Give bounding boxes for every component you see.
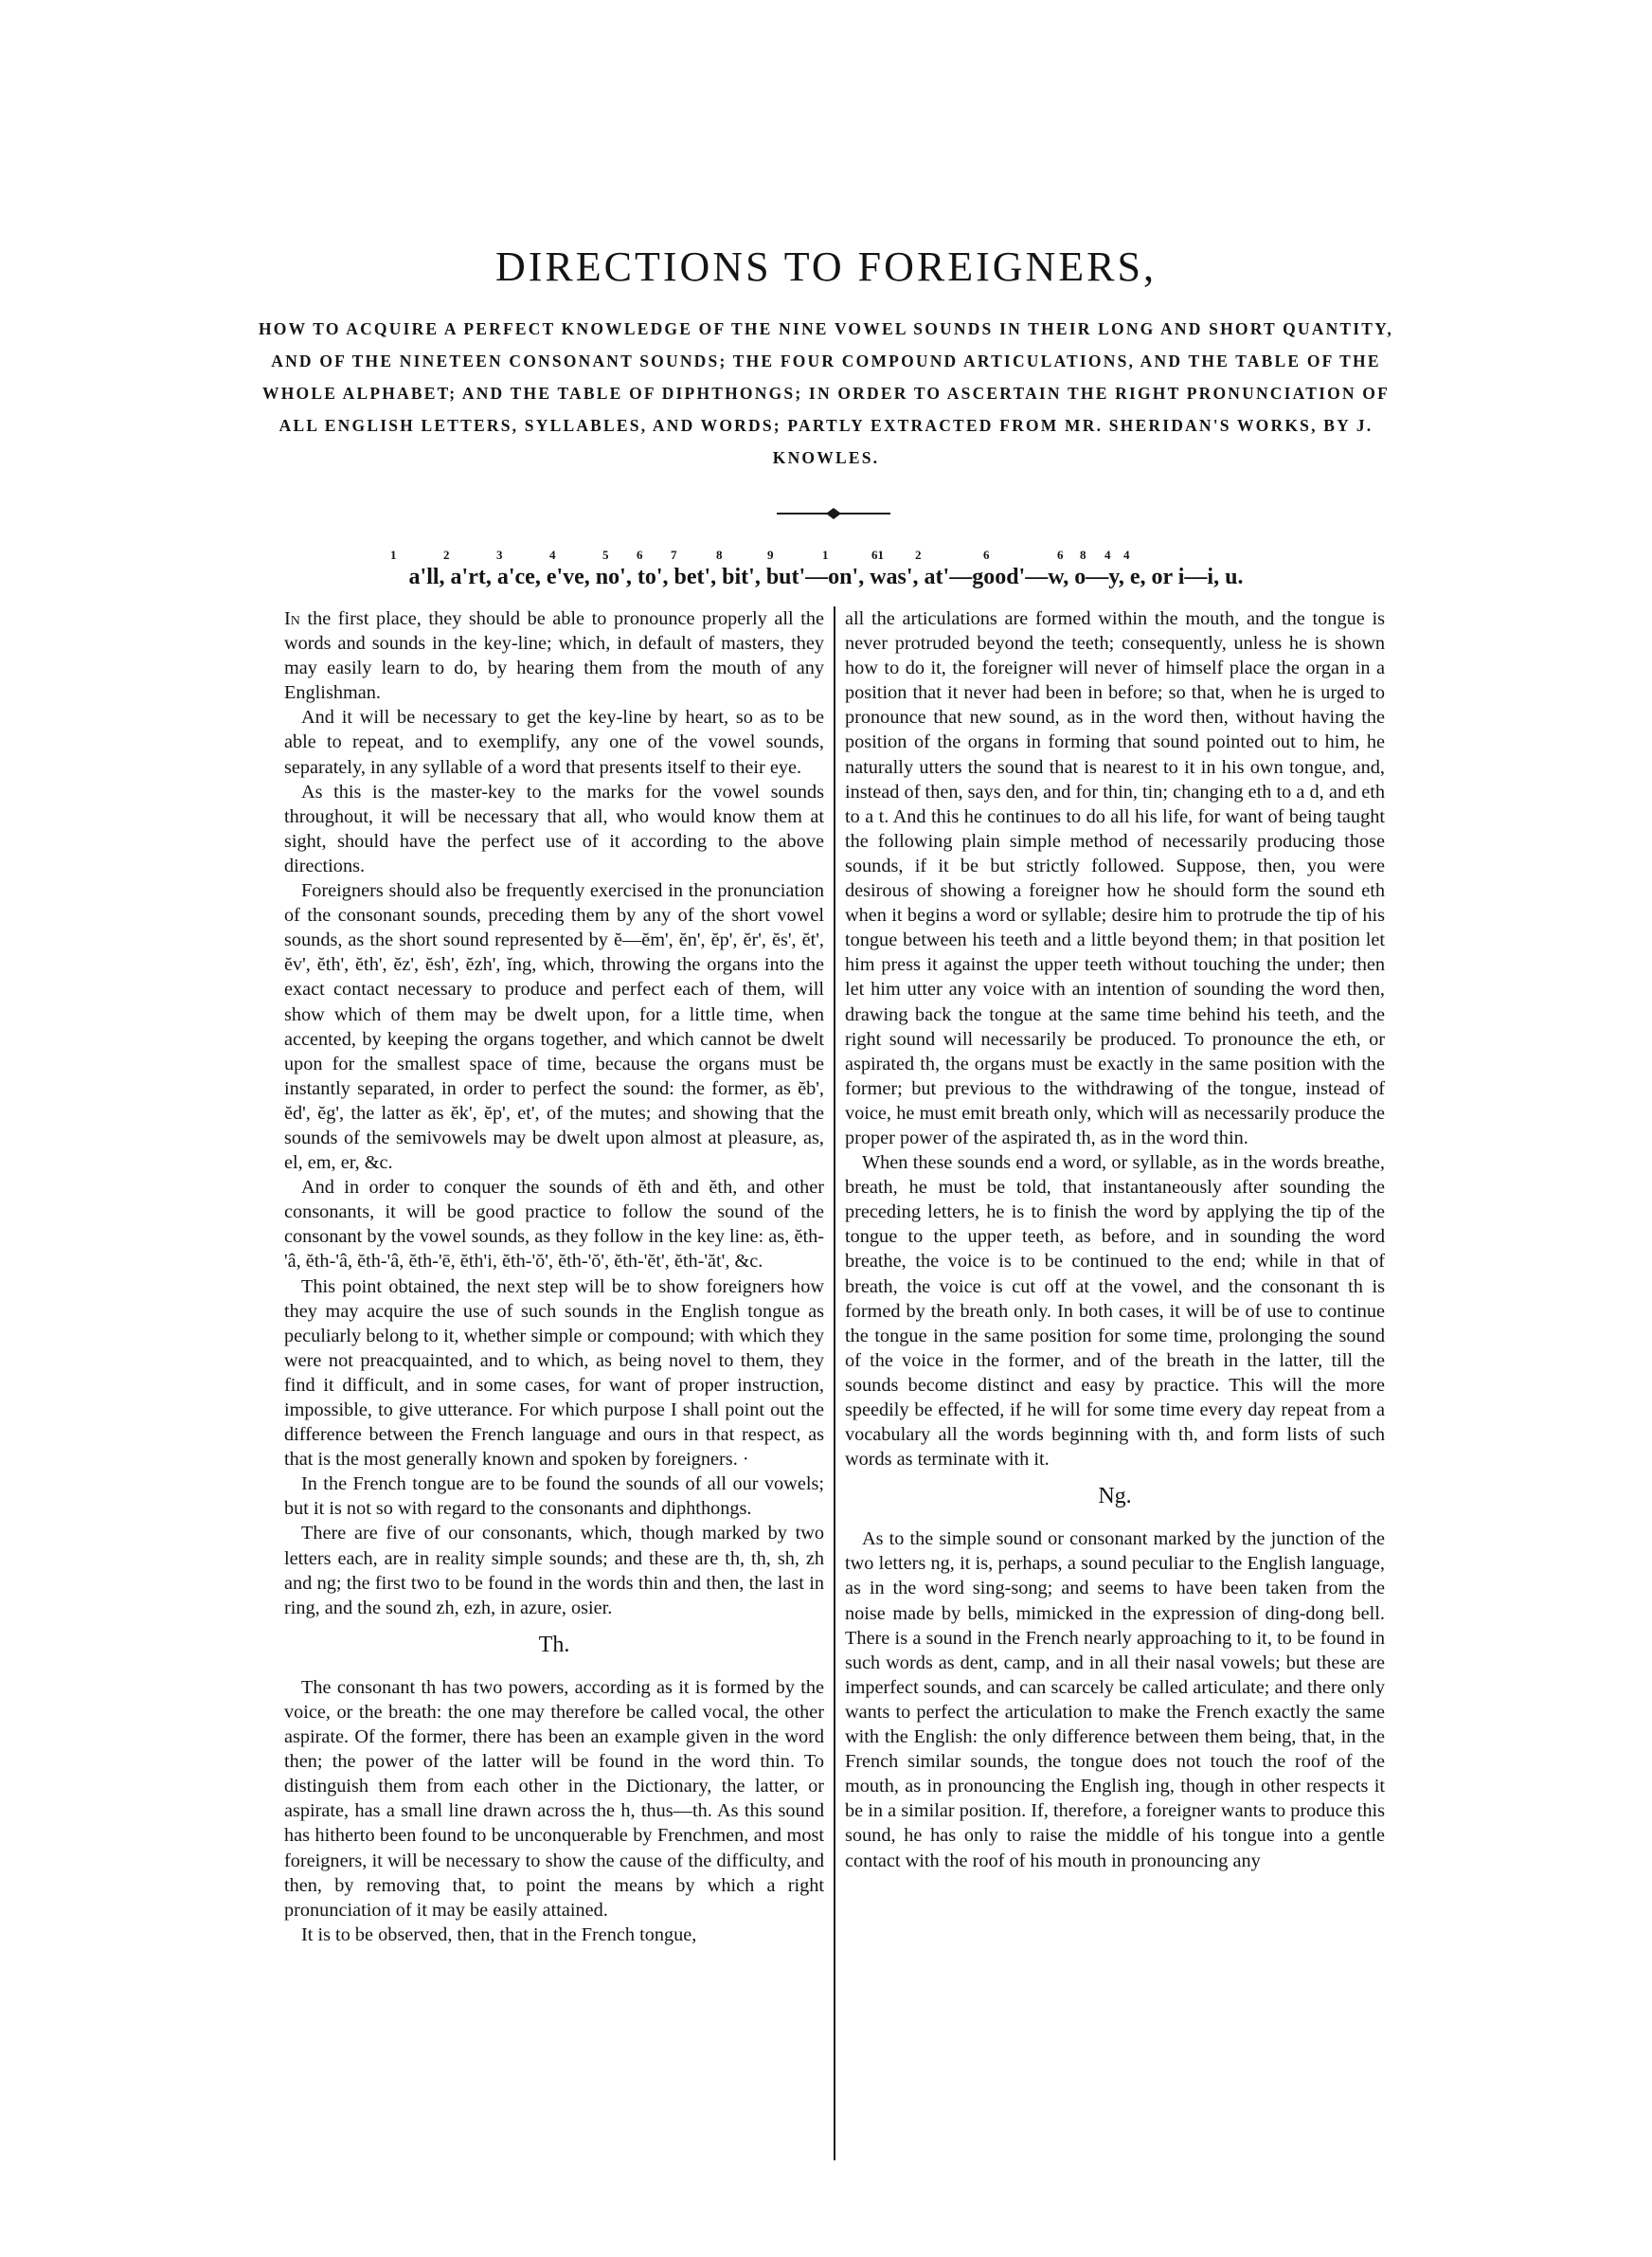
keyline-number: 4 xyxy=(1104,548,1111,562)
paragraph xyxy=(284,606,824,705)
paragraph: And it will be necessary to get the key-line by heart, so as to be able to repeat, and to exemplify, any one of the vowel sounds, separately, in any syllable of a word that presents itself to their eye. xyxy=(284,707,824,778)
paragraph: Foreigners should also be frequently exercised in the pronunciation of the consonant sounds, preceding them by any of the short vowel sounds, as the short sound represented by ĕ—ĕm', ĕn', ĕp', ĕr', ĕs', ĕt', ĕv', ĕth', ĕth', ĕz', ĕsh', ĕzh', ĭng, which, throwing the organs into the exact contact necessary to produce and perfect each of them, will show which of them may be dwelt upon, for a little time, when accented, by keeping the organs together, and which cannot be dwelt upon for the smallest space of time, because the organs must be instantly separated, in order to perfect the sound: the former, as ĕb', ĕd', ĕg', the latter as ĕk', ĕp', et', of the mutes; and showing that the sounds of the semivowels may be dwelt upon almost at pleasure, as, el, em, er, &c. xyxy=(284,880,824,1174)
keyline-number: 8 xyxy=(1080,548,1086,562)
column-divider xyxy=(834,606,835,2160)
keyline-number: 2 xyxy=(443,548,450,562)
keyline-number: 3 xyxy=(496,548,503,562)
keyline-numbers xyxy=(369,548,1260,567)
keyline-number: 6 xyxy=(637,548,643,562)
paragraph: all the articulations are formed within the mouth, and the tongue is never protruded beyond the teeth; consequently, unless he is shown how to do it, the foreigner will never of himself place the organ in a position that it never had been in before; so that, when he is urged to pronounce that new sound, as in the word then, without having the position of the organs in forming that sound pointed out to him, he naturally utters the sound that is nearest to it in his own tongue, and, instead of then, says den, and for thin, tin; changing eth to a d, and eth to a t. And this he continues to do all his life, for want of being taught the following plain simple method of necessarily producing those sounds, if it be but strictly followed. Suppose, then, you were desirous of showing a foreigner how he should form the sound eth when it begins a word or syllable; desire him to protrude the tip of his tongue between his teeth and a little beyond them; in that position let him press it against the upper teeth without touching the under; then let him utter any voice with an intention of sounding the word then, drawing back the tongue at the same time behind his teeth, and the right sound will necessarily be produced. To pronounce the eth, or aspirated th, the organs must be exactly in the same position with the former; but previous to the withdrawing of the tongue, instead of voice, he must emit breath only, which will as necessarily produce the proper power of the aspirated th, as in the word thin. xyxy=(845,608,1385,1148)
paragraph: This point obtained, the next step will be to show foreigners how they may acquire the use of such sounds in the English tongue as peculiarly belong to it, whether simple or compound; with which they were not preacquainted, and to which, as being novel to them, they find it difficult, and in some cases, for want of proper instruction, impossible, to give utterance. For which purpose I shall point out the difference between the French language and ours in that respect, as that is the most generally known and spoken by foreigners. · xyxy=(284,1275,824,1471)
ornament-divider xyxy=(777,506,890,521)
keyline-number: 5 xyxy=(602,548,609,562)
right-column xyxy=(845,606,1385,1873)
keyline-number: 61 xyxy=(871,548,884,562)
paragraph: In the French tongue are to be found the sounds of all our vowels; but it is not so with regard to the consonants and diphthongs. xyxy=(284,1473,824,1520)
keyline-number: 6 xyxy=(983,548,990,562)
initial-word: In xyxy=(284,608,300,629)
keyline-number: 7 xyxy=(671,548,677,562)
paragraph: As to the simple sound or consonant marked by the junction of the two letters ng, it is, perhaps, a sound peculiar to the English language, as in the word sing-song; and seems to have been taken from the noise made by bells, mimicked in the expression of ding-dong bell. There is a sound in the French nearly approaching to it, to be found in such words as dent, camp, and in all their nasal vowels; but these are imperfect sounds, and can scarcely be called articulate; and there only wants to perfect the articulation to make the French exactly the same with the English: the only difference between them being, that, in the French similar sounds, the tongue does not touch the roof of the mouth, as in pronouncing the English ing, though in other respects it be in a similar position. If, therefore, a foreigner wants to produce this sound, he has only to raise the middle of his tongue into a gentle contact with the roof of his mouth in pronouncing any xyxy=(845,1528,1385,1871)
keyline-number: 4 xyxy=(549,548,556,562)
left-column xyxy=(284,606,824,1947)
keyline-number: 1 xyxy=(390,548,397,562)
paragraph: The consonant th has two powers, according as it is formed by the voice, or the breath: the one may therefore be called vocal, the other aspirate. Of the former, there has been an example given in the word then; the power of the latter will be found in the word thin. To distinguish them from each other in the Dictionary, the latter, or aspirate, has a small line drawn across the h, thus—th. As this sound has hitherto been found to be unconquerable by Frenchmen, and most foreigners, it will be necessary to show the cause of the difficulty, and then, by removing that, to point the means by which a right pronunciation of it may be easily attained. xyxy=(284,1676,824,1921)
paragraph: There are five of our consonants, which, though marked by two letters each, are in reality simple sounds; and these are th, th, sh, zh and ng; the first two to be found in the words thin and then, the last in ring, and the sound zh, ezh, in azure, osier. xyxy=(284,1523,824,1618)
keyline-number: 9 xyxy=(767,548,774,562)
section-heading-ng: Ng. xyxy=(1098,1484,1132,1509)
keyline-number: 1 xyxy=(822,548,829,562)
page-subtitle: HOW TO ACQUIRE A PERFECT KNOWLEDGE OF THE NINE VOWEL SOUNDS IN THEIR LONG AND SHORT QUANTITY, AND OF THE NINETEEN CONSONANT SOUNDS; THE FOUR COMPOUND ARTICULATIONS, AND THE TABLE OF THE WHOLE ALPHABET; AND THE TABLE OF DIPHTHONGS; IN ORDER TO ASCERTAIN THE RIGHT PRONUNCIATION OF ALL ENGLISH LETTERS, SYLLABLES, AND WORDS; PARTLY EXTRACTED FROM MR. SHERIDAN'S WORKS, BY J. KNOWLES. xyxy=(259,319,1393,467)
paragraph: And in order to conquer the sounds of ĕth and ĕth, and other consonants, it will be good practice to follow the sound of the consonant by the vowel sounds, as they follow in the key line: as, ĕth-'â, ĕth-'â, ĕth-'â, ĕth-'ē, ĕth'i, ĕth-'ŏ', ĕth-'ŏ', ĕth-'ĕt', ĕth-'ăt', &c. xyxy=(284,1177,824,1273)
page-title: DIRECTIONS TO FOREIGNERS, xyxy=(495,244,1157,290)
paragraph: It is to be observed, then, that in the French tongue, xyxy=(301,1923,697,1945)
paragraph-text: the first place, they should be able to pronounce properly all the words and sounds in the key-line; which, in default of masters, they may easily learn to do, by hearing them from the mouth of any Englishman. xyxy=(284,608,824,704)
keyline-number: 4 xyxy=(1123,548,1130,562)
keyline-number: 8 xyxy=(716,548,723,562)
section-heading-th: Th. xyxy=(538,1632,570,1657)
paragraph: As this is the master-key to the marks for the vowel sounds throughout, it will be necessary that all, who would know them at sight, should have the perfect use of it according to the above directions. xyxy=(284,781,824,876)
keyline-number: 2 xyxy=(915,548,922,562)
keyline-number: 6 xyxy=(1057,548,1064,562)
paragraph: When these sounds end a word, or syllable, as in the words breathe, breath, he must be told, that instantaneously after sounding the preceding letters, he is to finish the word by applying the tip of the tongue to the upper teeth, as before, and in sounding the word breathe, the voice is to be continued to the end; while in that of breath, the voice is cut off at the vowel, and the consonant th is formed by the breath only. In both cases, it will be of use to continue the tongue in the same position for some time, prolonging the sound of the voice in the former, and of the breath in the latter, till the sounds become distinct and easy by practice. This will the more speedily be effected, if he will for some time every day repeat from a vocabulary all the words beginning with th, and form lists of such words as terminate with it. xyxy=(845,1152,1385,1471)
key-line: a'll, a'rt, a'ce, e've, no', to', bet', bit', but'—on', was', at'—good'—w, o—y, e, or i—i, u. xyxy=(408,565,1244,589)
